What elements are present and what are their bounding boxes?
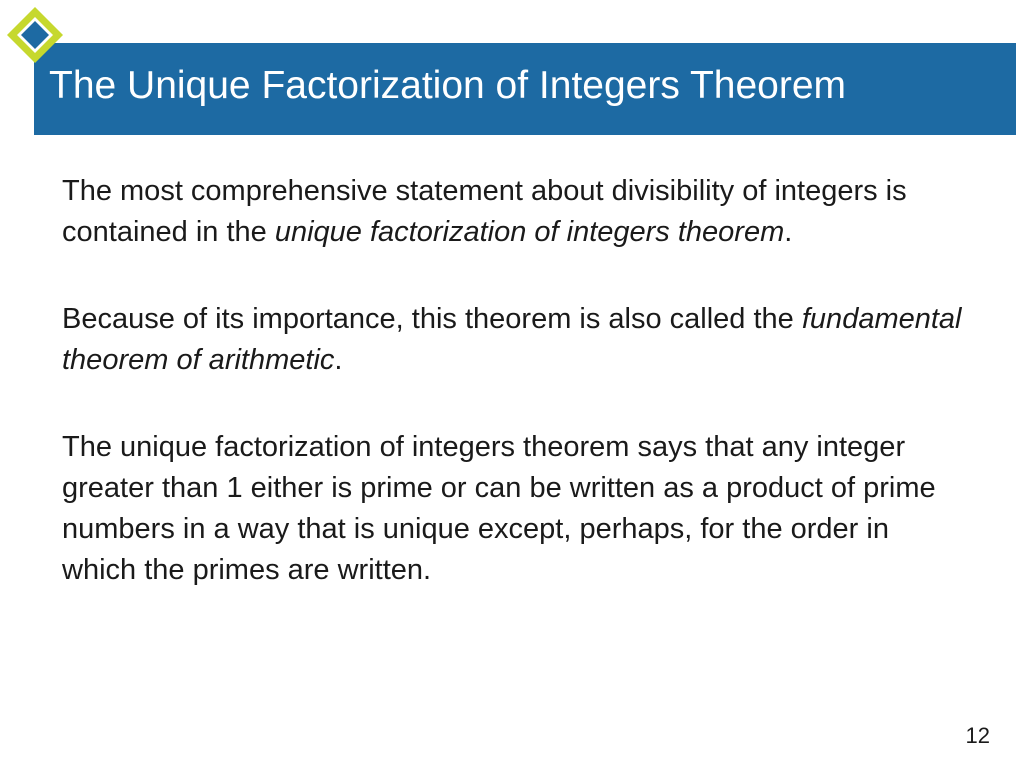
page-number: 12 <box>965 723 990 748</box>
emphasized-term-fundamental-theorem: fundamental theorem of arithmetic <box>62 303 962 376</box>
paragraph-comprehensive-statement <box>62 171 962 253</box>
slide-title: The Unique Factorization of Integers Theorem <box>49 64 847 107</box>
paragraph-theorem-statement <box>62 427 962 591</box>
paragraph-text: The unique factorization of integers theorem says that any integer greater than 1 either is prime or can be written as a product of prime numbers in a way that is unique except, perhaps, for the order in which the primes are written. <box>62 431 936 586</box>
paragraph-period: . <box>334 344 343 376</box>
title-bar <box>34 43 1016 135</box>
paragraph-fundamental-theorem <box>62 299 962 381</box>
diamond-logo-icon <box>5 5 65 65</box>
paragraph-text: Because of its importance, this theorem is also called the <box>62 303 802 335</box>
slide-body <box>62 171 962 637</box>
emphasized-term-unique-factorization: unique factorization of integers theorem <box>274 216 785 248</box>
paragraph-text: The most comprehensive statement about divisibility of integers is contained in the <box>62 175 907 248</box>
paragraph-period: . <box>784 216 793 248</box>
